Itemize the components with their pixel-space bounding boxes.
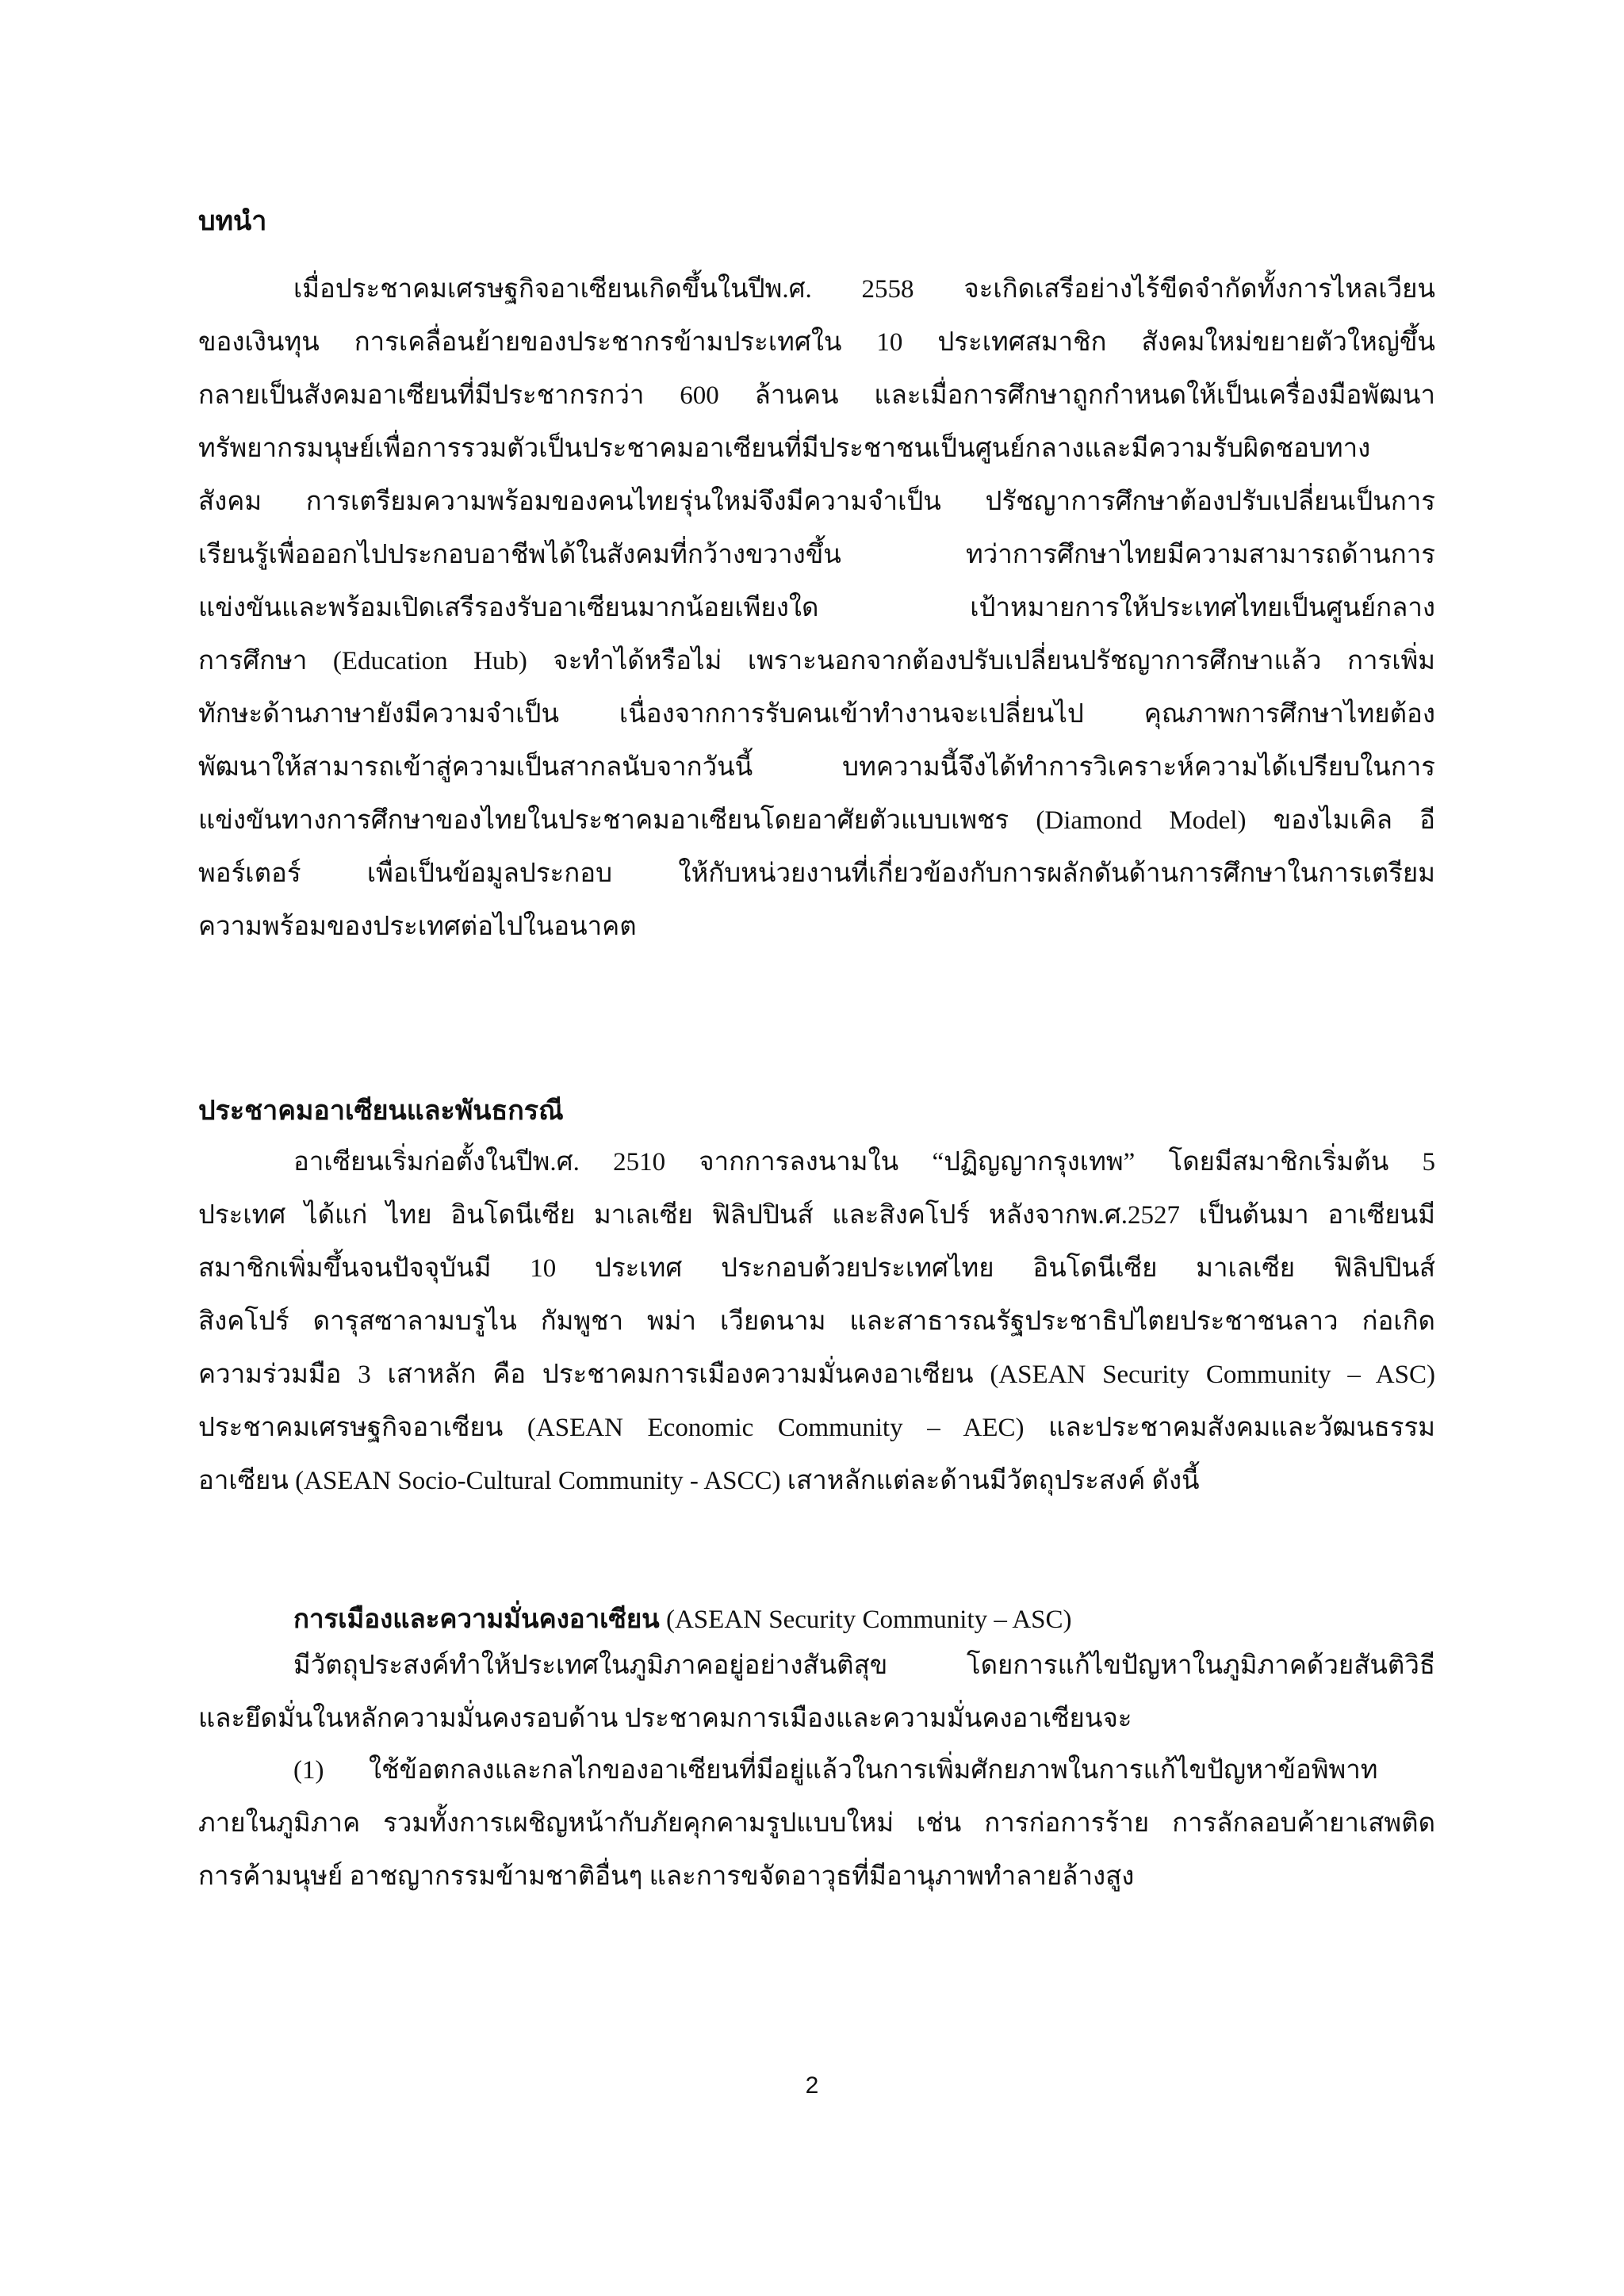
subsection-heading: [198, 1594, 1435, 1647]
paragraph-line: ภายในภูมิภาค รวมทั้งการเผชิญหน้ากับภัยคุกคามรูปแบบใหม่ เช่น การก่อการร้าย การลักลอบค้ายาเสพติด: [198, 1809, 1435, 1838]
paragraph-line: อาเซียนเริ่มก่อตั้งในปีพ.ศ. 2510 จากการลงนามใน “ปฏิญญากรุงเทพ” โดยมีสมาชิกเริ่มต้น 5: [293, 1148, 1435, 1177]
paragraph-line: ของเงินทุน การเคลื่อนย้ายของประชากรข้ามประเทศใน 10 ประเทศสมาชิก สังคมใหม่ขยายตัวใหญ่ขึ้น: [198, 328, 1435, 357]
numbered-item: [198, 1744, 1435, 1904]
paragraph-line: การค้ามนุษย์ อาชญากรรมข้ามชาติอื่นๆ และการขจัดอาวุธที่มีอานุภาพทำลายล้างสูง: [198, 1862, 1135, 1891]
paragraph-line: ประเทศ ได้แก่ ไทย อินโดนีเซีย มาเลเซีย ฟิลิปปินส์ และสิงคโปร์ หลังจากพ.ศ.2527 เป็นต้นมา อาเซียนมี: [198, 1201, 1435, 1230]
paragraph-line: เรียนรู้เพื่อออกไปประกอบอาชีพได้ในสังคมที่กว้างขวางขึ้น ทว่าการศึกษาไทยมีความสามารถด้านการ: [198, 541, 1435, 569]
paragraph-line: ทรัพยากรมนุษย์เพื่อการรวมตัวเป็นประชาคมอาเซียนที่มีประชาชนเป็นศูนย์กลางและมีความรับผิดชอบทาง: [198, 434, 1371, 463]
paragraph-line: พัฒนาให้สามารถเข้าสู่ความเป็นสากลนับจากวันนี้ บทความนี้จึงได้ทำการวิเคราะห์ความได้เปรียบในการ: [198, 753, 1435, 782]
subsection-paragraph: [198, 1640, 1435, 1746]
paragraph-line: ประชาคมเศรษฐกิจอาเซียน (ASEAN Economic Community – AEC) และประชาคมสังคมและวัฒนธรรม: [198, 1414, 1435, 1442]
section-paragraph: [198, 1136, 1435, 1508]
paragraph-line: สมาชิกเพิ่มขึ้นจนปัจจุบันมี 10 ประเทศ ประกอบด้วยประเทศไทย อินโดนีเซีย มาเลเซีย ฟิลิปปินส์: [198, 1254, 1435, 1283]
subsection-heading-line: [198, 1594, 1435, 1647]
intro-paragraph: [198, 263, 1435, 954]
paragraph-line: พอร์เตอร์ เพื่อเป็นข้อมูลประกอบ ให้กับหน่วยงานที่เกี่ยวข้องกับการผลักดันด้านการศึกษาในการเตรียม: [198, 859, 1435, 888]
paragraph-line: กลายเป็นสังคมอาเซียนที่มีประชากรกว่า 600 ล้านคน และเมื่อการศึกษาถูกกำหนดให้เป็นเครื่องมือพัฒนา: [198, 381, 1435, 410]
paragraph-line: สิงคโปร์ ดารุสซาลามบรูไน กัมพูชา พม่า เวียดนาม และสาธารณรัฐประชาธิปไตยประชาชนลาว ก่อเกิด: [198, 1307, 1435, 1336]
subsection-heading-rest: (ASEAN Security Community – ASC): [659, 1605, 1072, 1634]
page-content: [198, 198, 1435, 1891]
paragraph-line: ทักษะด้านภาษายังมีความจำเป็น เนื่องจากการรับคนเข้าทำงานจะเปลี่ยนไป คุณภาพการศึกษาไทยต้อง: [198, 700, 1435, 729]
paragraph-line: สังคม การเตรียมความพร้อมของคนไทยรุ่นใหม่จึงมีความจำเป็น ปรัชญาการศึกษาต้องปรับเปลี่ยนเป็นการ: [198, 488, 1435, 516]
paragraph-line: ความพร้อมของประเทศต่อไปในอนาคต: [198, 913, 637, 941]
paragraph-line: อาเซียน (ASEAN Socio-Cultural Community - ASCC) เสาหลักแต่ละด้านมีวัตถุประสงค์ ดังนี้: [198, 1467, 1200, 1495]
paragraph-line: ความร่วมมือ 3 เสาหลัก คือ ประชาคมการเมืองความมั่นคงอาเซียน (ASEAN Security Community – ASC): [198, 1360, 1435, 1389]
item-number: (1): [293, 1756, 324, 1785]
paragraph-line: การศึกษา (Education Hub) จะทำได้หรือไม่ เพราะนอกจากต้องปรับเปลี่ยนปรัชญาการศึกษาแล้ว การเพิ่ม: [198, 647, 1435, 675]
section-heading-text: ประชาคมอาเซียนและพันธกรณี: [198, 1096, 564, 1126]
paragraph-line: เมื่อประชาคมเศรษฐกิจอาเซียนเกิดขึ้นในปีพ.ศ. 2558 จะเกิดเสรีอย่างไร้ขีดจำกัดทั้งการไหลเวียน: [293, 275, 1435, 304]
page-number: 2: [805, 2072, 819, 2099]
paragraph-line: และยึดมั่นในหลักความมั่นคงรอบด้าน ประชาคมการเมืองและความมั่นคงอาเซียนจะ: [198, 1705, 1132, 1733]
paragraph-line: มีวัตถุประสงค์ทำให้ประเทศในภูมิภาคอยู่อย่างสันติสุข โดยการแก้ไขปัญหาในภูมิภาคด้วยสันติวิธี: [293, 1651, 1435, 1680]
numbered-item-first-line: [198, 1744, 1435, 1797]
item-text: ใช้ข้อตกลงและกลไกของอาเซียนที่มีอยู่แล้วในการเพิ่มศักยภาพในการแก้ไขปัญหาข้อพิพาท: [369, 1756, 1378, 1785]
subsection-heading-bold: การเมืองและความมั่นคงอาเซียน: [293, 1605, 660, 1634]
paragraph-line: แข่งขันและพร้อมเปิดเสรีรองรับอาเซียนมากน้อยเพียงใด เป้าหมายการให้ประเทศไทยเป็นศูนย์กลาง: [198, 594, 1435, 622]
paragraph-line: แข่งขันทางการศึกษาของไทยในประชาคมอาเซียนโดยอาศัยตัวแบบเพชร (Diamond Model) ของไมเคิล อี: [198, 806, 1435, 835]
intro-heading: บทนำ: [198, 207, 267, 236]
section-heading: [198, 1088, 1435, 1135]
